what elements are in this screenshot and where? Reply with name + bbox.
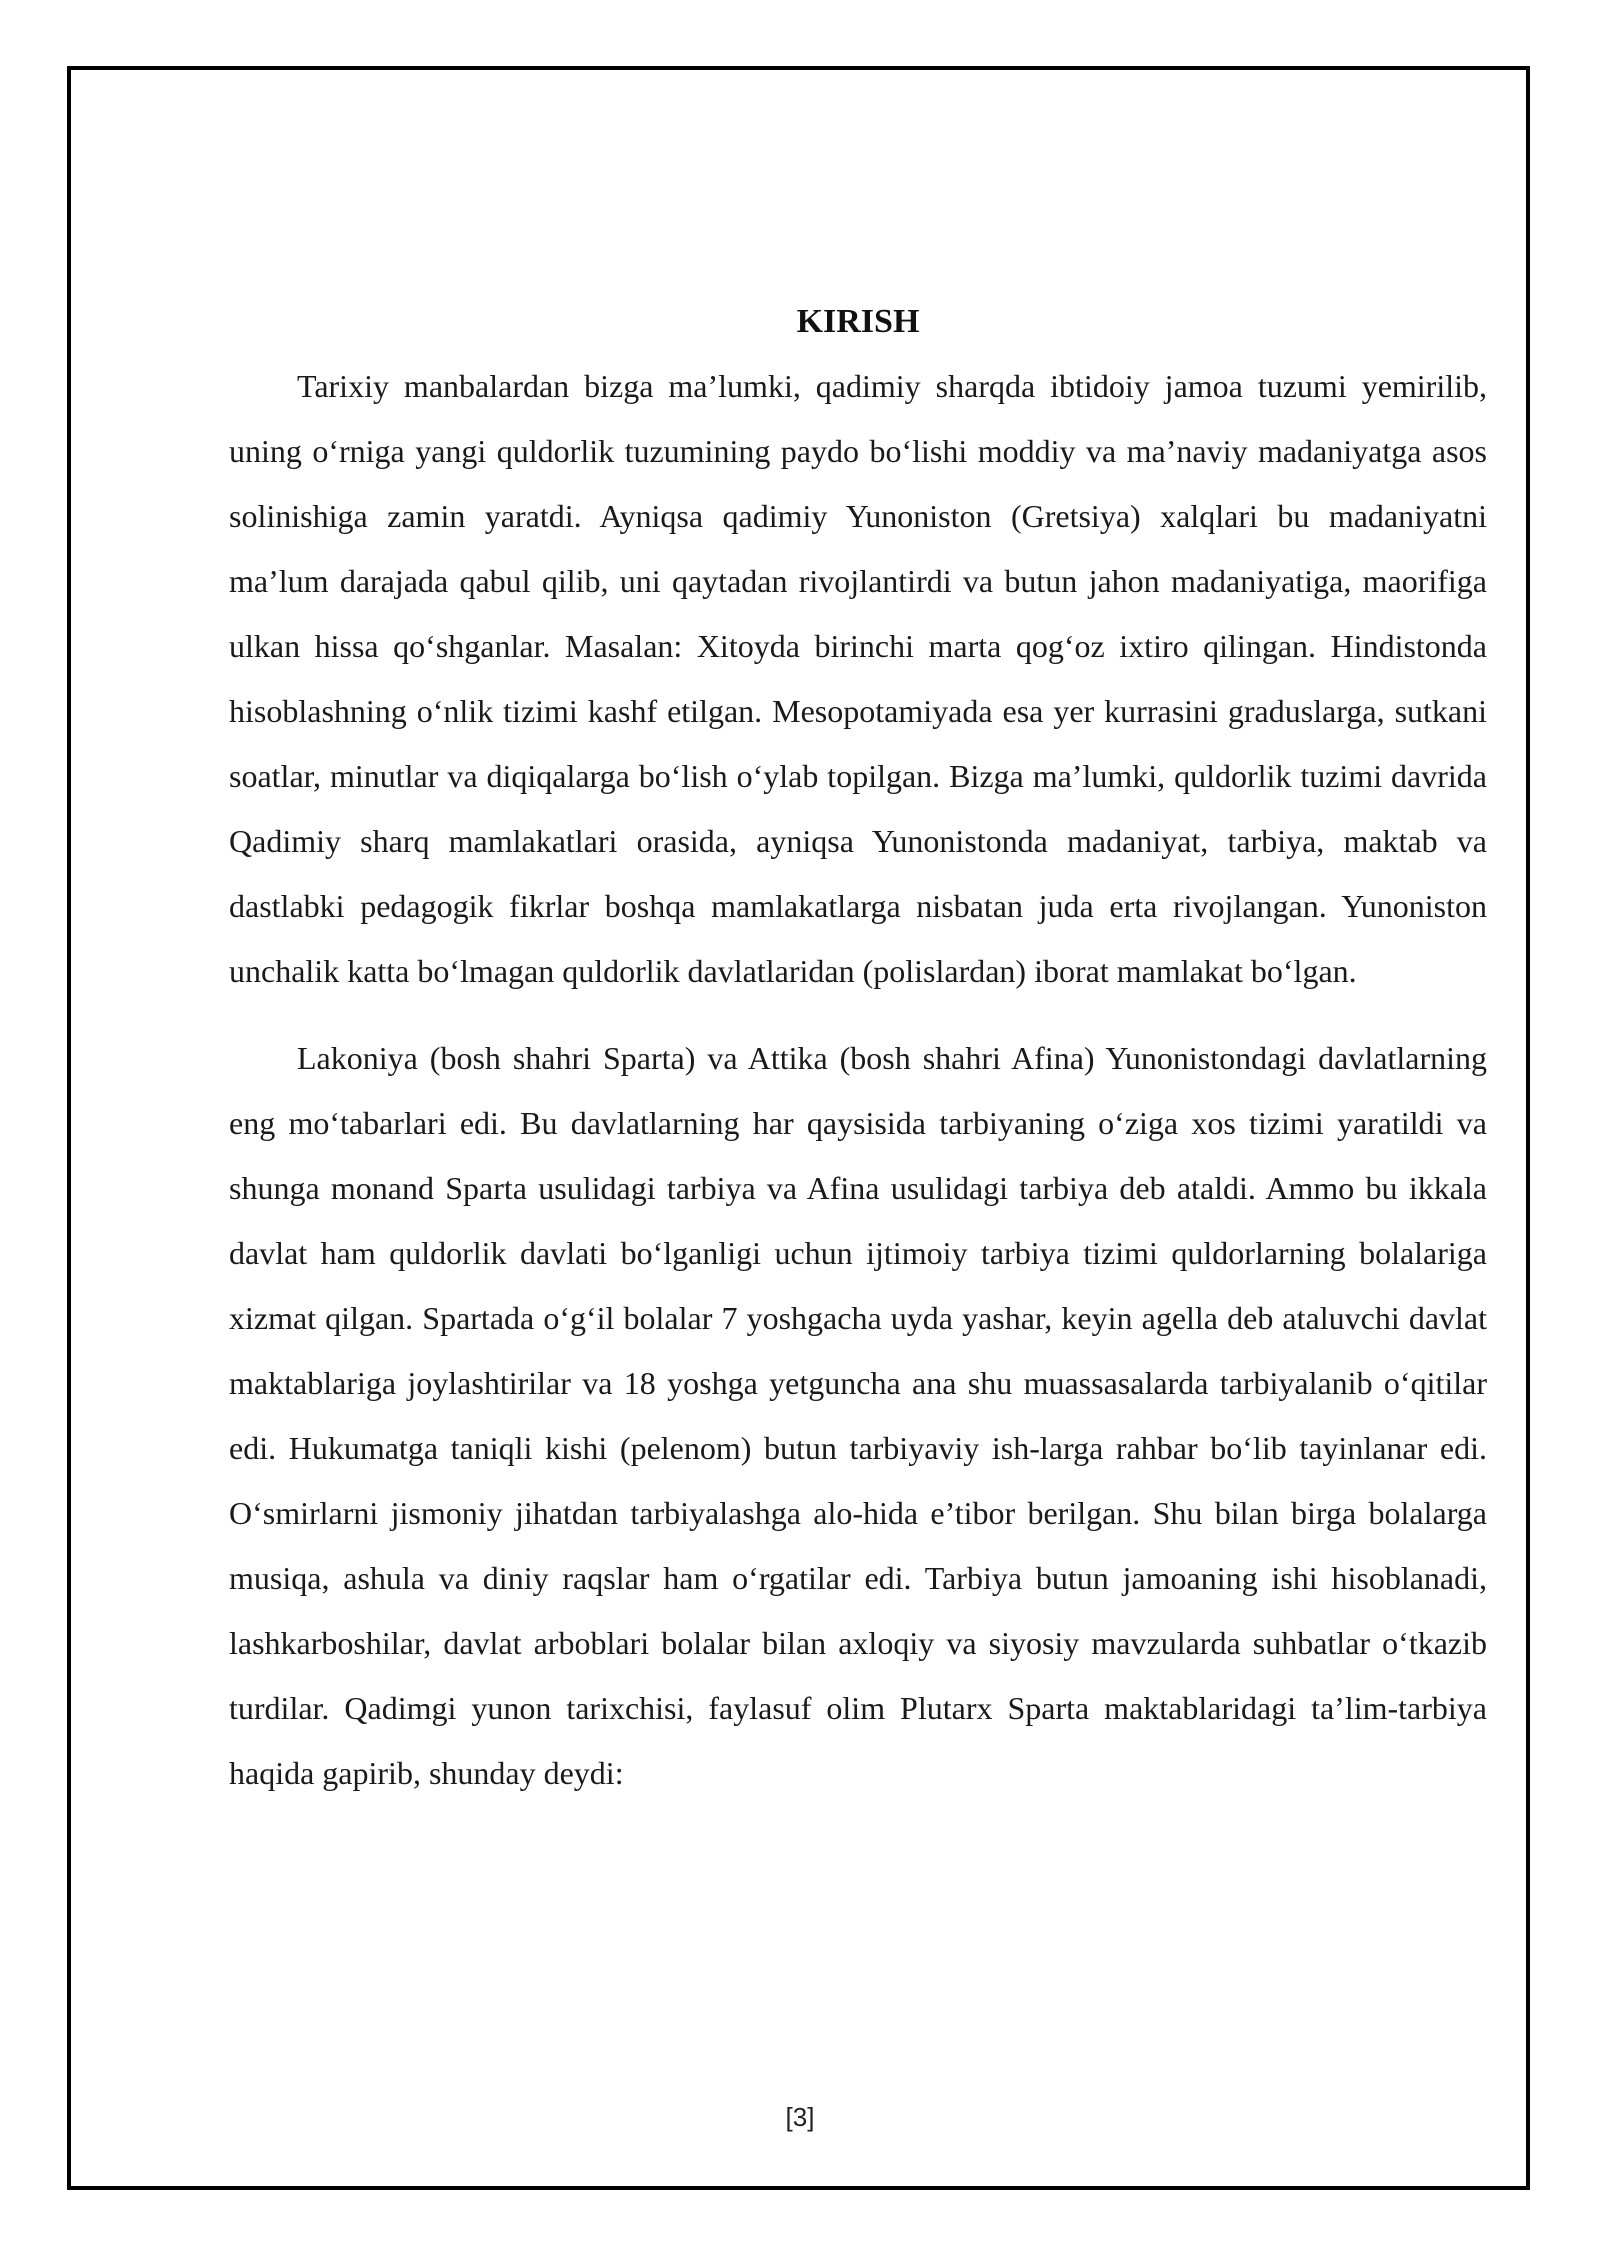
paragraph-sparta-athens: Lakoniya (bosh shahri Sparta) va Attika (bosh shahri Afina) Yunonistondagi davlatlarning eng mo‘tabarlari edi. Bu davlatlarning har qaysisida tarbiyaning o‘ziga xos tizimi yaratildi va shunga monand Sparta usulidagi tarbiya va Afina usulidagi tarbiya deb ataldi. Ammo bu ikkala davlat ham quldorlik davlati bo‘lganligi uchun ijtimoiy tarbiya tizimi quldorlarning bolalariga xizmat qilgan. Spartada o‘g‘il bolalar 7 yoshgacha uyda yashar, keyin agella deb ataluvchi davlat maktablariga joylashtirilar va 18 yoshga yetguncha ana shu muassasalarda tarbiyalanib o‘qitilar edi. Hukumatga taniqli kishi (pelenom) butun tarbiyaviy ish-larga rahbar bo‘lib tayinlanar edi. O‘smirlarni jismoniy jihatdan tarbiyalashga alo-hida e’tibor berilgan. Shu bilan birga bolalarga musiqa, ashula va diniy raqslar ham o‘rgatilar edi. Tarbiya butun jamoaning ishi hisoblanadi, lashkarboshilar, davlat arboblari bolalar bilan axloqiy va siyosiy mavzularda suhbatlar o‘tkazib turdilar. Qadimgi yunon tarixchisi, faylasuf olim Plutarx Sparta maktablaridagi ta’lim-tarbiya haqida gapirib, shunday deydi: [229, 1040, 1487, 1791]
page-title: KIRISH [796, 303, 920, 340]
paragraph-intro: Tarixiy manbalardan bizga ma’lumki, qadimiy sharqda ibtidoiy jamoa tuzumi yemirilib, uning o‘rniga yangi quldorlik tuzumining paydo bo‘lishi moddiy va ma’naviy madaniyatga asos solinishiga zamin yaratdi. Ayniqsa qadimiy Yunoniston (Gretsiya) xalqlari bu madaniyatni ma’lum darajada qabul qilib, uni qaytadan rivojlantirdi va butun jahon madaniyatiga, maorifiga ulkan hissa qo‘shganlar. Masalan: Xitoyda birinchi marta qog‘oz ixtiro qilingan. Hindistonda hisoblashning o‘nlik tizimi kashf etilgan. Mesopotamiyada esa yer kurrasini graduslarga, sutkani soatlar, minutlar va diqiqalarga bo‘lish o‘ylab topilgan. Bizga ma’lumki, quldorlik tuzimi davrida Qadimiy sharq mamlakatlari orasida, ayniqsa Yunonistonda madaniyat, tarbiya, maktab va dastlabki pedagogik fikrlar boshqa mamlakatlarga nisbatan juda erta rivojlangan. Yunoniston unchalik katta bo‘lmagan quldorlik davlatlaridan (polislardan) iborat mamlakat bo‘lgan. [229, 368, 1487, 989]
document-body [229, 290, 1487, 1806]
page-number: [3] [785, 2102, 815, 2132]
